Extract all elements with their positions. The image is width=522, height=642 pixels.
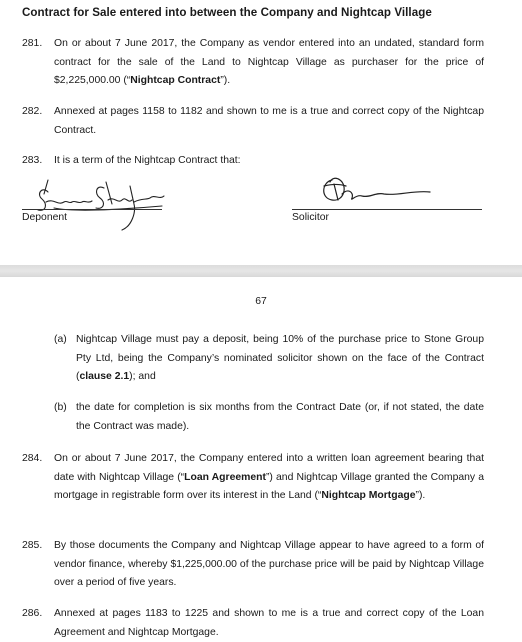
sub-item-label: (b) [54, 402, 67, 413]
paragraph-number: 284. [22, 453, 43, 464]
document-page-1 [0, 0, 522, 265]
paragraph-text: By those documents the Company and Nightcap Village appear to have agreed to a form of vendor finance, whereby $1,225,000.00 of the purchase price will be paid by Nightcap Village over a period of five years. [54, 540, 484, 588]
paragraph-number: 281. [22, 38, 43, 49]
deponent-signature-line [22, 209, 162, 210]
paragraph-text: On or about 7 June 2017, the Company entered into a written loan agreement bearing that date with Nightcap Village (“Loan Agreement”) and Nightcap Village granted the Company a mortgage in registrable form over its interest in the Land (“Nightcap Mortgage”). [54, 453, 485, 501]
paragraph-text: It is a term of the Nightcap Contract that: [54, 155, 241, 166]
page-number: 67 [255, 296, 267, 307]
deponent-label: Deponent [22, 212, 68, 223]
paragraph-number: 286. [22, 608, 43, 619]
defined-term: Nightcap Mortgage [321, 490, 416, 501]
document-page-2 [0, 277, 522, 640]
solicitor-signature-line [292, 209, 482, 210]
paragraph-text: On or about 7 June 2017, the Company as vendor entered into an undated, standard form contract for the sale of the Land to Nightcap Village as purchaser for the price of $2,225,000.00 (“Nightcap Contract”). [54, 38, 484, 86]
defined-term: Nightcap Contract [130, 75, 221, 86]
solicitor-signature [318, 172, 438, 212]
defined-term: Loan Agreement [184, 471, 266, 483]
solicitor-label: Solicitor [292, 212, 329, 223]
paragraph-text: Annexed at pages 1158 to 1182 and shown to me is a true and correct copy of the Nightcap Contract. [54, 106, 484, 136]
paragraph-number: 285. [22, 540, 43, 551]
sub-item-text: Nightcap Village must pay a deposit, being 10% of the purchase price to Stone Group Pty Ltd, being the Company’s nominated solicitor shown on the face of the Contract (clause 2.1); and [76, 334, 484, 382]
paragraph-text: Annexed at pages 1183 to 1225 and shown to me is a true and correct copy of the Loan Agreement and Nightcap Mortgage. [54, 608, 484, 638]
defined-term: clause 2.1 [79, 371, 130, 382]
sub-item-text: the date for completion is six months from the Contract Date (or, if not stated, the date the Contract was made). [76, 402, 484, 432]
paragraph-number: 283. [22, 155, 43, 166]
sub-item-label: (a) [54, 334, 67, 345]
section-heading: Contract for Sale entered into between the Company and Nightcap Village [22, 6, 432, 19]
page-separator [0, 265, 522, 277]
paragraph-number: 282. [22, 106, 43, 117]
deponent-signature [34, 172, 174, 234]
